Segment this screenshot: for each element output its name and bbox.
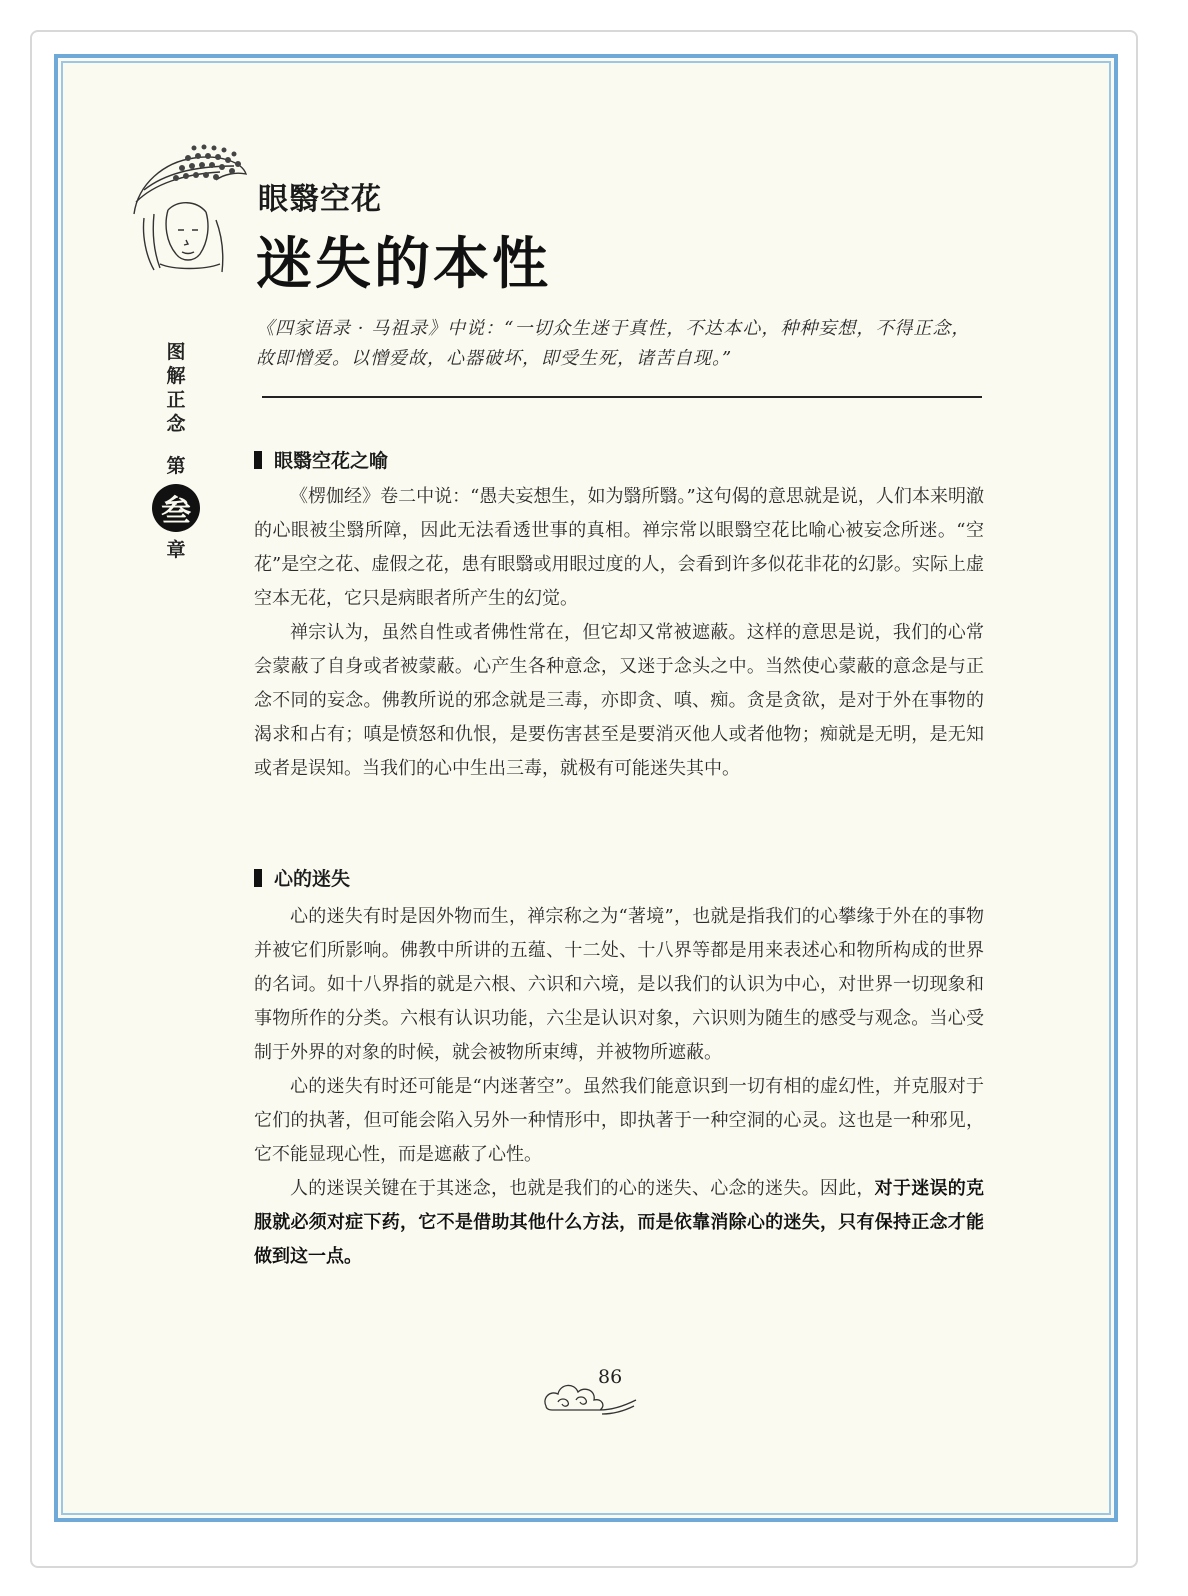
closing-paragraph bbox=[254, 1172, 984, 1274]
section-kicker: 眼翳空花 bbox=[258, 182, 382, 217]
closing-bold-text: 对于迷误的克服就必须对症下药，它不是借助其他什么方法，而是依靠消除心的迷失，只有保持正念才能做到这一点。 bbox=[254, 1178, 985, 1267]
series-char: 图 bbox=[166, 341, 186, 363]
paragraph: 《楞伽经》卷二中说：“愚夫妄想生，如为翳所翳。”这句偈的意思就是说，人们本来明澈的心眼被尘翳所障，因此无法看透世事的真相。禅宗常以眼翳空花比喻心被妄念所迷。“空花”是空之花、虚假之花，患有眼翳或用眼过度的人，会看到许多似花非花的幻影。实际上虚空本无花，它只是病眼者所产生的幻觉。 bbox=[254, 486, 984, 609]
section-body bbox=[254, 480, 984, 786]
section-heading bbox=[254, 446, 388, 473]
section-heading-text: 心的迷失 bbox=[274, 868, 351, 890]
series-char: 念 bbox=[166, 413, 186, 435]
heading-marker-icon bbox=[254, 869, 262, 887]
series-char: 解 bbox=[166, 365, 186, 387]
paragraph: 禅宗认为，虽然自性或者佛性常在，但它却又常被遮蔽。这样的意思是说，我们的心常会蒙蔽了自身或者被蒙蔽。心产生各种意念，又迷于念头之中。当然使心蒙蔽的意念是与正念不同的妄念。佛教所说的邪念就是三毒，亦即贪、嗔、痴。贪是贪欲，是对于外在事物的渴求和占有；嗔是愤怒和仇恨，是要伤害甚至是要消灭他人或者他物；痴就是无明，是无知或者是误知。当我们的心中生出三毒，就极有可能迷失其中。 bbox=[254, 622, 984, 779]
chapter-prefix: 第 bbox=[166, 455, 186, 477]
chapter-suffix: 章 bbox=[166, 539, 186, 561]
page-title: 迷失的本性 bbox=[256, 232, 551, 297]
heading-marker-icon bbox=[254, 451, 262, 469]
paragraph: 心的迷失有时是因外物而生，禅宗称之为“著境”，也就是指我们的心攀缘于外在的事物并被它们所影响。佛教中所讲的五蕴、十二处、十八界等都是用来表述心和物所构成的世界的名词。如十八界指的就是六根、六识和六境，是以我们的认识为中心，对世界一切现象和事物所作的分类。六根有认识功能，六尘是认识对象，六识则为随生的感受与观念。当心受制于外界的对象的时候，就会被物所束缚，并被物所遮蔽。 bbox=[254, 906, 984, 1063]
paragraph: 心的迷失有时还可能是“内迷著空”。虽然我们能意识到一切有相的虚幻性，并克服对于它们的执著，但可能会陷入另外一种情形中，即执著于一种空洞的心灵。这也是一种邪见，它不能显现心性，而是遮蔽了心性。 bbox=[254, 1076, 984, 1165]
opening-quote: 《四家语录 · 马祖录》中说：“一切众生迷于真性，不达本心，种种妄想，不得正念，故即憎爱。以憎爱故，心器破坏，即受生死，诸苦自现。” bbox=[256, 318, 971, 369]
chapter-number-badge: 叁 bbox=[152, 484, 200, 532]
sage-portrait-illustration bbox=[124, 144, 250, 276]
series-char: 正 bbox=[166, 389, 186, 411]
section-heading bbox=[254, 864, 350, 891]
closing-plain-text: 人的迷误关键在于其迷念，也就是我们的心的迷失、心念的迷失。因此， bbox=[290, 1178, 875, 1199]
section-body bbox=[254, 900, 984, 1274]
chapter-side-label bbox=[160, 340, 192, 562]
cloud-ornament-icon bbox=[540, 1376, 640, 1420]
page-number: 86 bbox=[598, 1366, 623, 1388]
divider-line bbox=[262, 396, 982, 398]
section-heading-text: 眼翳空花之喻 bbox=[274, 450, 389, 472]
book-page bbox=[54, 54, 1118, 1522]
